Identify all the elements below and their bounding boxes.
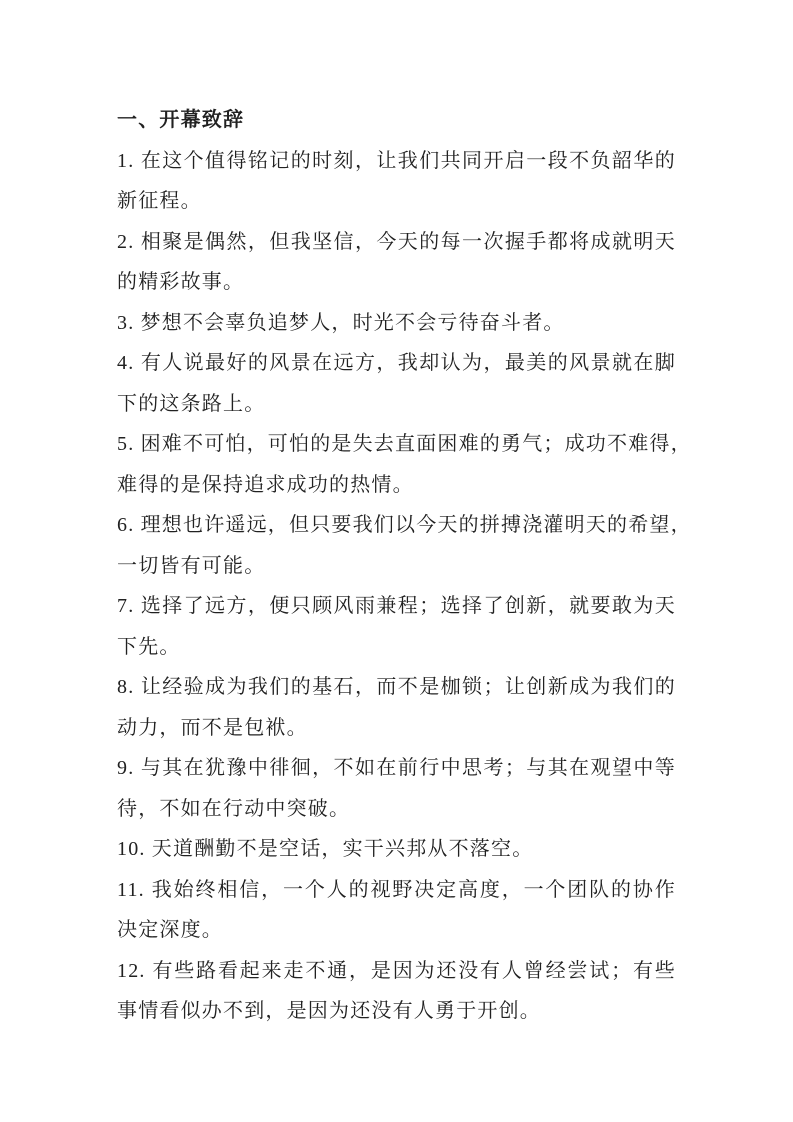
text-line: 决定深度。 xyxy=(117,919,223,941)
text-line: 1. 在这个值得铭记的时刻，让我们共同开启一段不负韶华的 xyxy=(117,149,676,172)
list-item-11 xyxy=(117,870,676,951)
section-heading: 一、开幕致辞 xyxy=(117,109,245,131)
opening-remarks-list xyxy=(117,141,692,1032)
text-line: 7. 选择了远方，便只顾风雨兼程；选择了创新，就要敢为天 xyxy=(117,595,676,617)
list-item-5 xyxy=(117,424,692,505)
document-content xyxy=(117,100,692,1032)
text-line: 8. 让经验成为我们的基石，而不是枷锁；让创新成为我们的 xyxy=(117,676,676,698)
text-line: 一切皆有可能。 xyxy=(117,554,266,577)
text-line: 3. 梦想不会辜负追梦人，时光不会亏待奋斗者。 xyxy=(117,311,565,334)
list-item-1 xyxy=(117,141,676,222)
list-item-12 xyxy=(117,951,676,1032)
list-item-4 xyxy=(117,343,676,424)
list-item-3 xyxy=(117,303,676,344)
text-line: 5. 困难不可怕，可怕的是失去直面困难的勇气；成功不难得， xyxy=(117,433,692,455)
text-line: 10. 天道酬勤不是空话，实干兴邦从不落空。 xyxy=(117,838,534,860)
text-line: 11. 我始终相信，一个人的视野决定高度，一个团队的协作 xyxy=(117,878,676,901)
text-line: 待，不如在行动中突破。 xyxy=(117,797,351,820)
text-line: 难得的是保持追求成功的热情。 xyxy=(117,473,414,496)
text-line: 下先。 xyxy=(117,635,181,658)
list-item-7 xyxy=(117,586,676,667)
text-line: 2. 相聚是偶然，但我坚信，今天的每一次握手都将成就明天 xyxy=(117,230,676,253)
text-line: 新征程。 xyxy=(117,190,202,212)
text-line: 动力，而不是包袱。 xyxy=(117,716,308,739)
text-line: 6. 理想也许遥远，但只要我们以今天的拼搏浇灌明天的希望， xyxy=(117,514,692,536)
list-item-9 xyxy=(117,748,676,829)
list-item-2 xyxy=(117,222,676,303)
list-item-8 xyxy=(117,667,676,748)
list-item-6 xyxy=(117,505,692,586)
text-line: 下的这条路上。 xyxy=(117,392,266,415)
text-line: 12. 有些路看起来走不通，是因为还没有人曾经尝试；有些 xyxy=(117,959,676,982)
text-line: 9. 与其在犹豫中徘徊，不如在前行中思考；与其在观望中等 xyxy=(117,757,676,779)
text-line: 4. 有人说最好的风景在远方，我却认为，最美的风景就在脚 xyxy=(117,352,676,374)
text-line: 事情看似办不到，是因为还没有人勇于开创。 xyxy=(117,1000,541,1022)
text-line: 的精彩故事。 xyxy=(117,271,245,293)
list-item-10 xyxy=(117,829,676,870)
